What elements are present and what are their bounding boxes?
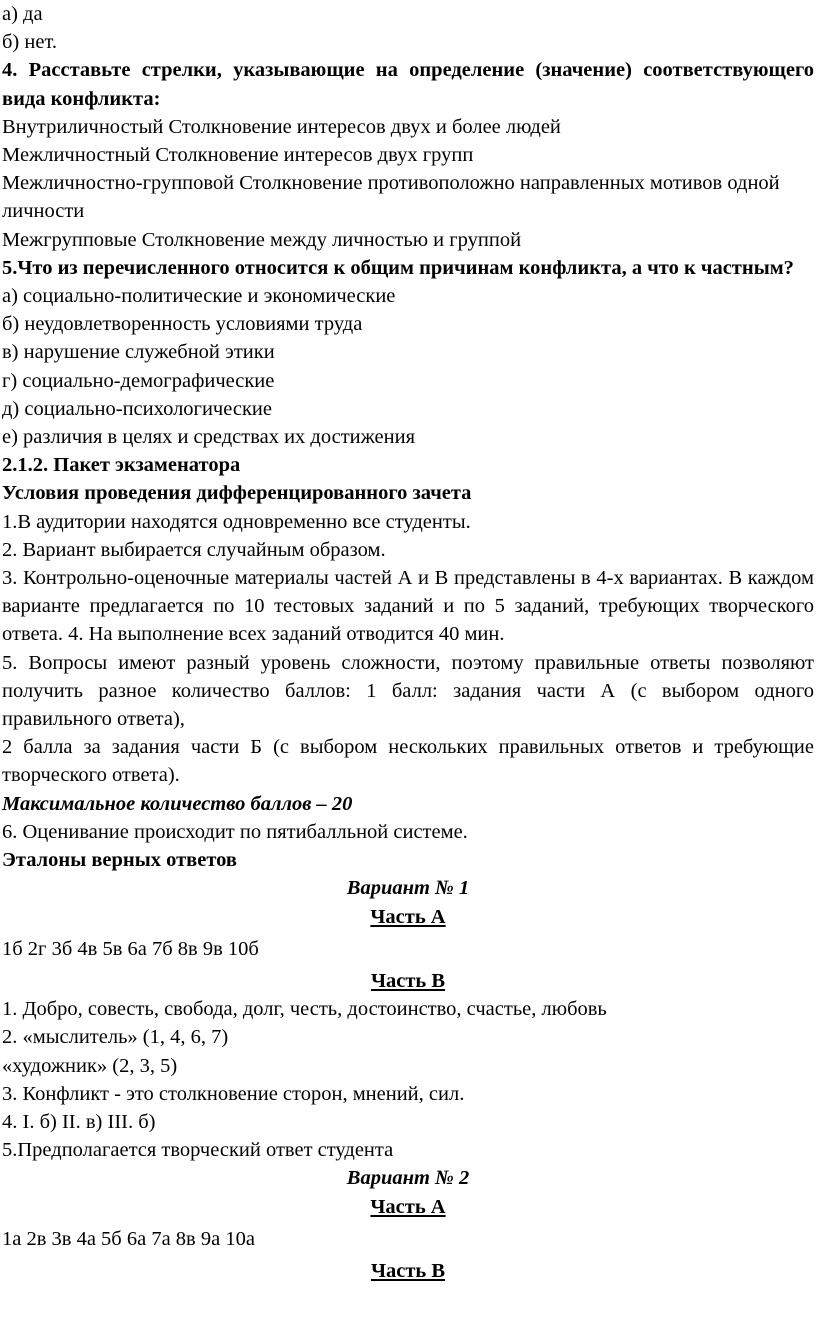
q4-title: 4. Расставьте стрелки, указывающие на определение (значение) соответствующего вида конфликта:	[2, 59, 814, 110]
variant1-partA-answers: 1б 2г 3б 4в 5в 6а 7б 8в 9в 10б	[2, 937, 259, 960]
condition-3: 3. Контрольно-оценочные материалы частей А и В представлены в 4-х вариантах. В каждом варианте предлагается по 10 тестовых заданий и по 5 заданий, требующих творческого ответа. 4. На выполнение всех заданий отводится 40 мин.	[2, 567, 814, 646]
q5-option-b: б) неудовлетворенность условиями труда	[2, 313, 363, 336]
q5-option-f: е) различия в целях и средствах их достижения	[2, 426, 416, 449]
q5-option-a: а) социально-политические и экономические	[2, 285, 396, 308]
q5-option-c: в) нарушение служебной этики	[2, 341, 275, 364]
q4-line-3: Межличностно-групповой Столкновение противоположно направленных мотивов одной личности	[2, 172, 780, 223]
q5-title: 5.Что из перечисленного относится к общим причинам конфликта, а что к частным?	[2, 256, 794, 279]
variant2-title: Вариант № 2	[346, 1167, 470, 1190]
variant2-partA-answers: 1а 2в 3в 4а 5б 6а 7а 8в 9а 10а	[2, 1227, 255, 1250]
conditions-title: Условия проведения дифференцированного зачета	[2, 482, 472, 505]
document-page	[2, 0, 814, 1285]
variant1-partB-line-2: 2. «мыслитель» (1, 4, 6, 7)	[2, 1026, 229, 1049]
condition-5b: 2 балла за задания части Б (с выбором нескольких правильных ответов и требующие творческого ответа).	[2, 736, 814, 787]
variant1-partB-line-1: 1. Добро, совесть, свобода, долг, честь, достоинство, счастье, любовь	[2, 998, 607, 1021]
condition-5: 5. Вопросы имеют разный уровень сложности, поэтому правильные ответы позволяют получить разное количество баллов: 1 балл: задания части А (с выбором одного правильного ответа),	[2, 651, 814, 731]
variant2-partA-title: Часть А	[370, 1195, 446, 1218]
q5-option-d: г) социально-демографические	[2, 369, 275, 392]
answers-title: Эталоны верных ответов	[2, 849, 237, 872]
variant1-title: Вариант № 1	[346, 877, 470, 900]
condition-6: 6. Оценивание происходит по пятибалльной системе.	[2, 820, 468, 843]
variant1-partB-line-5: 4. I. б) II. в) III. б)	[2, 1110, 156, 1133]
condition-1: 1.В аудитории находятся одновременно все студенты.	[2, 510, 471, 533]
max-points: Максимальное количество баллов – 20	[2, 792, 353, 815]
q3-option-b: б) нет.	[2, 31, 57, 54]
q4-line-2: Межличностный Столкновение интересов двух групп	[2, 144, 474, 167]
q4-line-4: Межгрупповые Столкновение между личностью и группой	[2, 228, 522, 251]
variant1-partB-title: Часть В	[370, 969, 446, 992]
section-heading: 2.1.2. Пакет экзаменатора	[2, 454, 241, 477]
q3-option-a: а) да	[2, 3, 43, 25]
variant1-partB-line-4: 3. Конфликт - это столкновение сторон, мнений, сил.	[2, 1082, 465, 1105]
q4-line-1: Внутриличностый Столкновение интересов двух и более людей	[2, 115, 561, 138]
q5-option-e: д) социально-психологические	[2, 397, 272, 420]
variant1-partB-line-6: 5.Предполагается творческий ответ студента	[2, 1139, 394, 1162]
variant1-partB-line-3: «художник» (2, 3, 5)	[2, 1054, 178, 1077]
condition-2: 2. Вариант выбирается случайным образом.	[2, 538, 386, 561]
variant1-partA-title: Часть А	[370, 905, 446, 928]
variant2-partB-title: Часть В	[370, 1259, 446, 1282]
